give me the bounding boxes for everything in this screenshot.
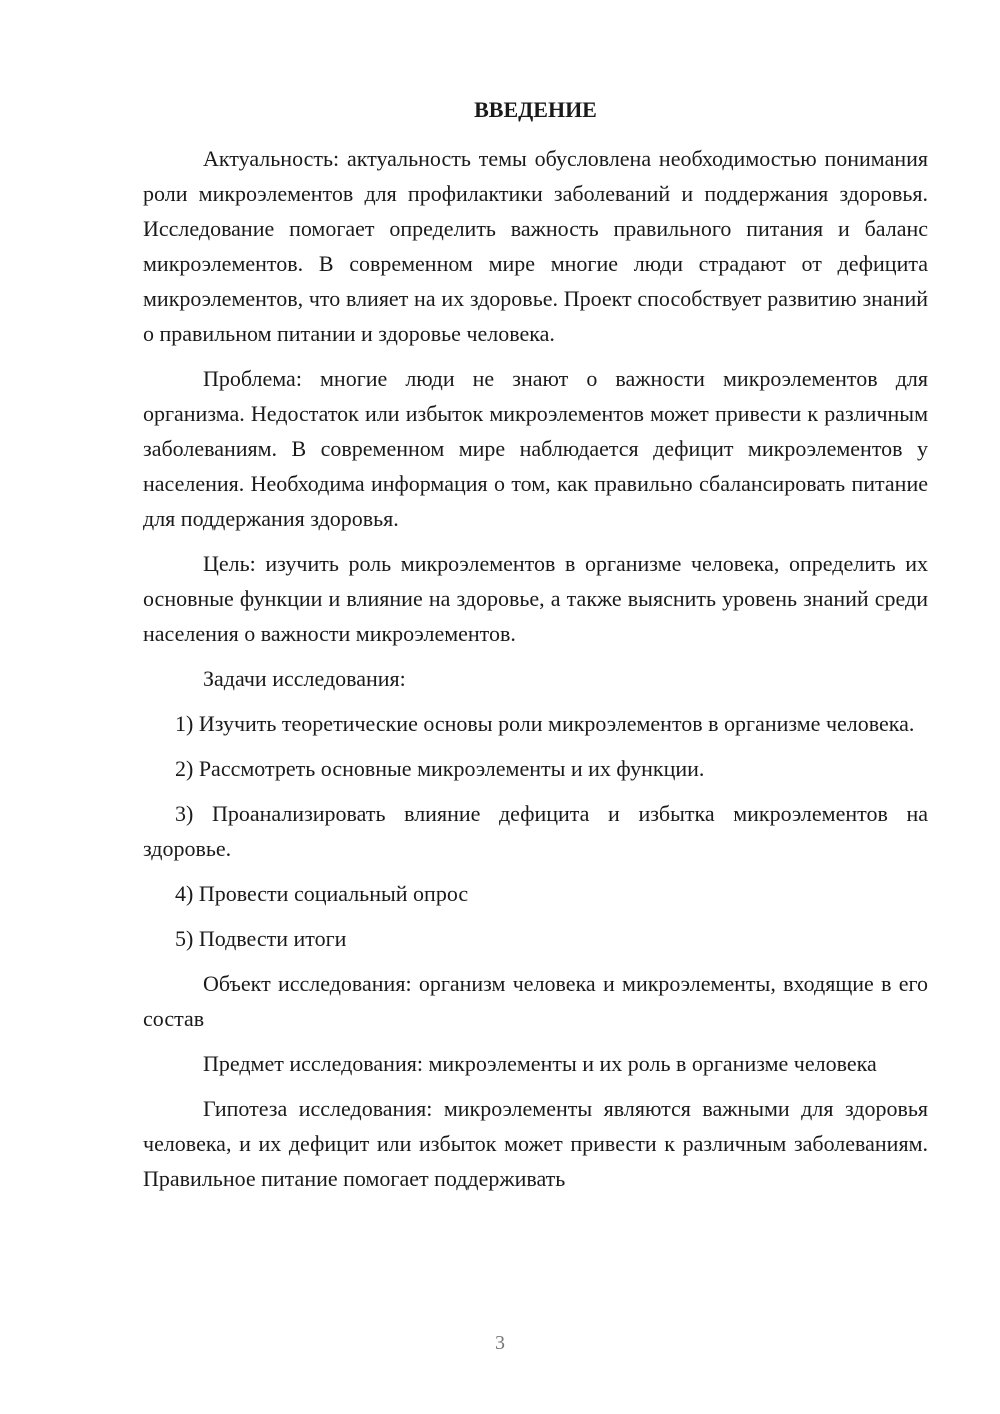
relevance-paragraph: Актуальность: актуальность темы обусловлена необходимостью понимания роли микроэлементов для профилактики заболеваний и поддержания здоровья. Исследование помогает определить важность правильного питания и баланс микроэлементов. В современном мире многие люди страдают от дефицита микроэлементов, что влияет на их здоровье. Проект способствует развитию знаний о правильном питании и здоровье человека. [143,146,928,346]
task-item-2: 2) Рассмотреть основные микроэлементы и их функции. [175,756,705,781]
page-number: 3 [495,1332,505,1354]
goal-paragraph: Цель: изучить роль микроэлементов в организме человека, определить их основные функции и влияние на здоровье, а также выяснить уровень знаний среди населения о важности микроэлементов. [143,551,928,646]
task-item-3: 3) Проанализировать влияние дефицита и избытка микроэлементов на здоровье. [143,801,928,861]
section-heading: ВВЕДЕНИЕ [474,97,597,122]
tasks-title: Задачи исследования: [203,666,406,691]
problem-paragraph: Проблема: многие люди не знают о важности микроэлементов для организма. Недостаток или избыток микроэлементов может привести к различным заболеваниям. В современном мире наблюдается дефицит микроэлементов у населения. Необходима информация о том, как правильно сбалансировать питание для поддержания здоровья. [143,366,928,531]
task-item-5: 5) Подвести итоги [175,926,347,951]
hypothesis-paragraph: Гипотеза исследования: микроэлементы являются важными для здоровья человека, и их дефицит или избыток может привести к различным заболеваниям. Правильное питание помогает поддерживать [143,1096,928,1191]
subject-paragraph: Предмет исследования: микроэлементы и их роль в организме человека [203,1051,877,1076]
object-paragraph: Объект исследования: организм человека и микроэлементы, входящие в его состав [143,971,928,1031]
task-item-4: 4) Провести социальный опрос [175,881,469,906]
task-item-1: 1) Изучить теоретические основы роли микроэлементов в организме человека. [175,711,915,736]
page-content [143,92,928,1196]
